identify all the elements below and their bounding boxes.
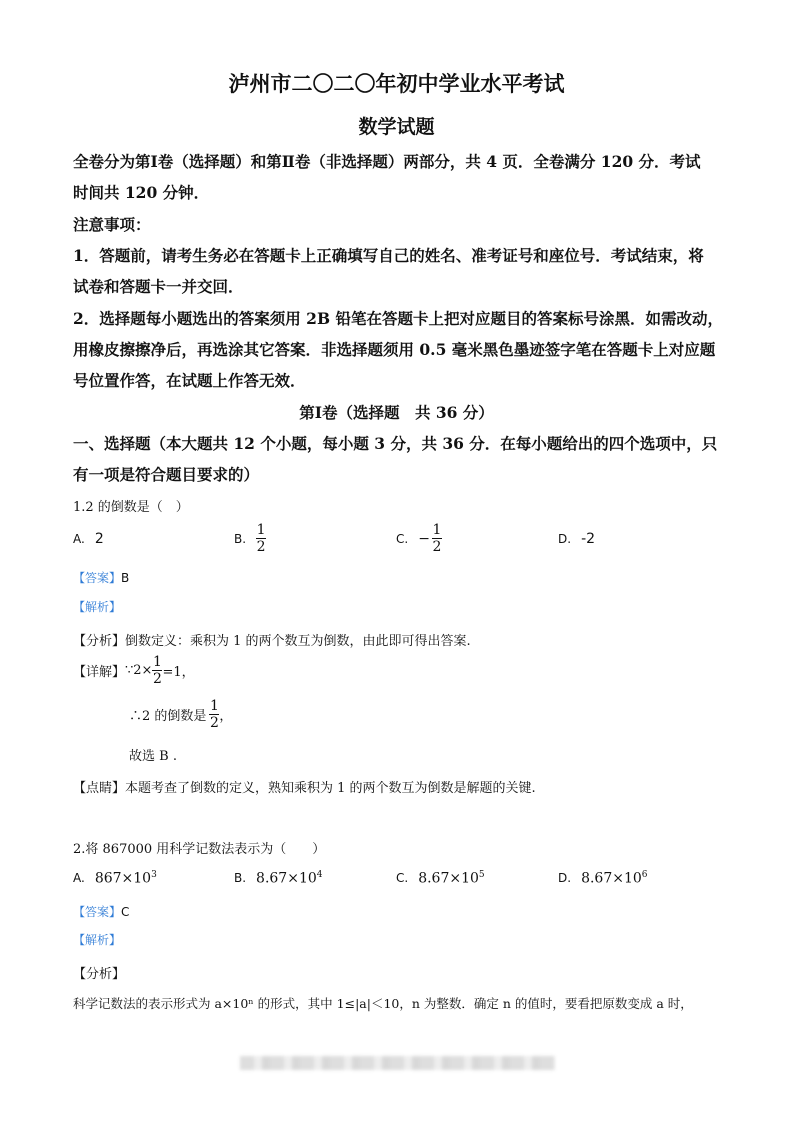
q1-detail-denominator: 2: [152, 671, 162, 687]
q1-detail-post: =1，: [162, 665, 195, 680]
q1-stem: 1.2 的倒数是（ ）: [73, 500, 189, 515]
q1-comment-text: 本题考查了倒数的定义，熟知乘积为 1 的两个数互为倒数是解题的关键.: [125, 781, 536, 796]
q1-detail-line-2: [129, 698, 232, 731]
q1-comment: [73, 777, 536, 796]
q1-option-b-label: B.: [234, 531, 247, 546]
q1-option-d-label: D.: [558, 532, 572, 546]
q1-fenxi-text: 倒数定义：乘积为 1 的两个数互为倒数，由此即可得出答案.: [125, 634, 471, 649]
exam-subtitle: 数学试题: [358, 116, 435, 138]
q1-option-d-value: -2: [581, 531, 596, 547]
q2-option-b-base: 8.67×10: [256, 870, 317, 887]
q2-option-c-exponent: 5: [478, 870, 485, 880]
q1-option-a: [73, 531, 104, 547]
section-desc-line-1: 一、选择题（本大题共 12 个小题，每小题 3 分，共 36 分．在每小题给出的四个选项中，只: [73, 434, 718, 453]
q2-option-c: [396, 870, 485, 887]
notice-heading: 注意事项：: [73, 215, 151, 234]
notice-item-1-line-1: 1．答题前，请考生务必在答题卡上正确填写自己的姓名、准考证号和座位号．考试结束，将: [73, 246, 704, 265]
q1-option-a-label: A.: [73, 532, 85, 546]
q1-detail-numerator: 1: [152, 654, 162, 670]
q2-option-b: [234, 870, 323, 887]
q1-comment-tag: 【点睛】: [73, 781, 126, 796]
q2-option-a-base: 867×10: [94, 870, 152, 887]
q2-option-d-exponent: 6: [641, 870, 648, 880]
q1-detail-line-1: [73, 654, 195, 687]
q1-option-a-value: 2: [94, 531, 104, 547]
blurred-footer-watermark: [240, 1056, 555, 1070]
q1-option-d: [558, 531, 595, 547]
q2-option-d: [558, 870, 648, 887]
notice-item-2-line-2: 用橡皮擦擦净后，再选涂其它答案．非选择题须用 0.5 毫米黑色墨迹签字笔在答题卡上对应题: [73, 340, 716, 359]
q2-option-d-label: D.: [558, 871, 572, 886]
q1-detail2-numerator: 1: [209, 698, 219, 714]
q1-fenxi: [73, 630, 471, 649]
q2-answer: [73, 901, 129, 920]
q2-option-d-base: 8.67×10: [581, 870, 642, 887]
q2-fenxi-tag: 【分析】: [73, 967, 126, 982]
q2-analysis-tag: 【解析】: [73, 933, 122, 947]
q1-detail-fraction: [152, 654, 162, 687]
q1-option-c-label: C.: [396, 531, 409, 546]
q2-option-c-base: 8.67×10: [418, 870, 479, 887]
q1-detail-pre: ∵2×: [125, 663, 153, 678]
q2-option-a-value: [95, 870, 157, 887]
q1-option-c-denominator: 2: [432, 539, 442, 555]
q2-answer-value: C: [121, 905, 130, 919]
section-title: 第Ⅰ卷（选择题 共 36 分）: [299, 403, 494, 422]
notice-item-2-line-3: 号位置作答，在试题上作答无效．: [73, 371, 306, 390]
q2-option-a-label: A.: [73, 871, 85, 886]
q1-option-b-denominator: 2: [256, 539, 266, 555]
q2-option-b-label: B.: [234, 871, 247, 886]
q1-option-c-fraction: [432, 522, 442, 555]
notice-item-1-line-2: 试卷和答题卡一并交回．: [73, 277, 244, 296]
q2-option-b-value: [256, 870, 322, 887]
q1-detail2-fraction: [209, 698, 219, 731]
q1-answer: [73, 567, 129, 586]
q1-option-c-numerator: 1: [432, 522, 442, 538]
q1-detail2-pre: ∴2 的倒数是: [129, 709, 207, 724]
q1-option-c: [396, 522, 442, 555]
q1-option-b: [234, 522, 266, 555]
q2-option-a: [73, 870, 157, 887]
q2-fenxi-text: 科学记数法的表示形式为 a×10ⁿ 的形式，其中 1≤|a|＜10，n 为整数．确定 n 的值时，要看把原数变成 a 时，: [73, 996, 693, 1011]
intro-line-1: 全卷分为第Ⅰ卷（选择题）和第Ⅱ卷（非选择题）两部分，共 4 页．全卷满分 120 分．考试: [73, 152, 701, 171]
q1-answer-tag: 【答案】: [73, 571, 122, 585]
q1-detail-line-3: 故选 B .: [129, 749, 177, 764]
q2-option-b-exponent: 4: [316, 870, 323, 880]
notice-item-2-line-1: 2．选择题每小题选出的答案须用 2B 铅笔在答题卡上把对应题目的答案标号涂黑．如需改动，: [73, 309, 723, 328]
q1-detail2-post: ，: [219, 709, 233, 724]
q2-option-c-label: C.: [396, 871, 409, 886]
q1-option-c-sign: −: [418, 530, 430, 547]
intro-line-2: 时间共 120 分钟．: [73, 183, 210, 202]
q2-option-c-value: [418, 870, 484, 887]
q1-detail-tag: 【详解】: [73, 665, 126, 680]
q2-option-d-value: [581, 870, 647, 887]
q2-answer-tag: 【答案】: [73, 905, 122, 919]
q1-answer-value: B: [121, 571, 130, 585]
section-desc-line-2: 有一项是符合题目要求的）: [73, 465, 260, 484]
q1-detail2-denominator: 2: [209, 715, 219, 731]
q1-fenxi-tag: 【分析】: [73, 634, 126, 649]
q2-stem: 2.将 867000 用科学记数法表示为（ ）: [73, 842, 326, 857]
exam-title: 泸州市二〇二〇年初中学业水平考试: [228, 71, 565, 96]
q2-option-a-exponent: 3: [151, 870, 157, 880]
q1-option-b-fraction: [256, 522, 266, 555]
q1-option-b-numerator: 1: [256, 522, 266, 538]
q1-analysis-tag: 【解析】: [73, 600, 122, 614]
